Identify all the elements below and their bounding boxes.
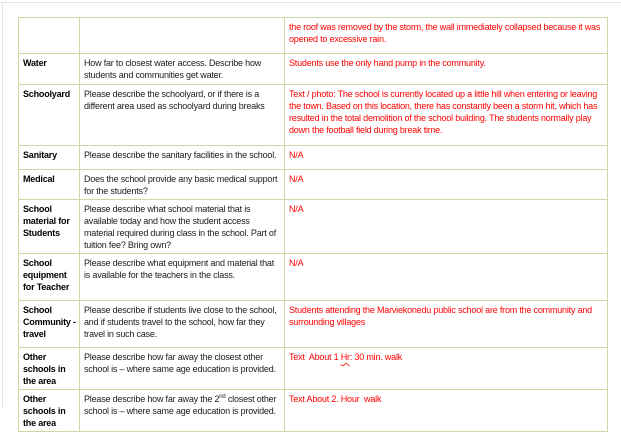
row-label-cell: Other schools in the area [19,390,80,432]
table-row [19,348,608,390]
description-text-part: Please describe how far away the 2 [84,394,220,404]
row-label-cell: Water [19,54,80,85]
table-row [19,146,608,170]
row-description-cell [80,390,285,432]
row-description-cell: Please describe the sanitary facilities in the school. [80,146,285,170]
row-description-cell: Does the school provide any basic medical support for the students? [80,170,285,200]
table-row [19,254,608,301]
table-row [19,18,608,54]
row-description-cell: How far to closest water access. Describe how students and communities get water. [80,54,285,85]
page-edge-left [2,2,3,408]
table-row [19,390,608,432]
row-label-cell: Medical [19,170,80,200]
row-answer-cell: Text About 2. Hour walk [285,390,608,432]
row-answer-cell: Text / photo: The school is currently located up a little hill when entering or leaving the town. Based on this location, there has constantly been a storm hit, which has resulted in the total demolition of the school building. The students normally play down the football field during break time. [285,85,608,146]
answer-text-part: : 30 min. walk [349,352,403,362]
row-answer-cell: N/A [285,254,608,301]
table-row [19,54,608,85]
row-description-cell: Please describe the schoolyard, or if there is a different area used as schoolyard during breaks [80,85,285,146]
row-label-cell: Schoolyard [19,85,80,146]
row-description-cell: Please describe what school material that is available today and how the student access material required during class in the school. Part of tuition fee? Bring own? [80,200,285,254]
answer-text-part: Text About 1 [289,352,341,362]
row-label-cell: School material for Students [19,200,80,254]
row-label-cell: Other schools in the area [19,348,80,390]
table-row [19,85,608,146]
table-row [19,301,608,348]
spellcheck-underlined-word: Hr [340,352,350,362]
table-row [19,200,608,254]
row-label-cell: School equipment for Teacher [19,254,80,301]
row-answer-cell: N/A [285,146,608,170]
row-label-cell: Sanitary [19,146,80,170]
ordinal-superscript: nd [219,394,226,400]
school-survey-table [18,17,608,432]
row-answer-cell: Students use the only hand pump in the community. [285,54,608,85]
row-answer-cell: the roof was removed by the storm, the wall immediately collapsed because it was opened to excessive rain. [285,18,608,54]
row-description-cell [80,18,285,54]
table-row [19,170,608,200]
row-description-cell: Please describe if students live close to the school, and if students travel to the school, how far they travel in such case. [80,301,285,348]
row-label-cell: School Community - travel [19,301,80,348]
row-answer-cell [285,348,608,390]
row-answer-cell: Students attending the Marviekonedu public school are from the community and surrounding villages [285,301,608,348]
row-description-cell: Please describe how far away the closest other school is – where same age education is provided. [80,348,285,390]
row-description-cell: Please describe what equipment and material that is available for the teachers in the class. [80,254,285,301]
row-answer-cell: N/A [285,170,608,200]
description-text-part: closest other school is – where same age education is provided. [84,394,277,416]
row-label-cell [19,18,80,54]
page-edge-top [0,2,621,3]
row-answer-cell: N/A [285,200,608,254]
